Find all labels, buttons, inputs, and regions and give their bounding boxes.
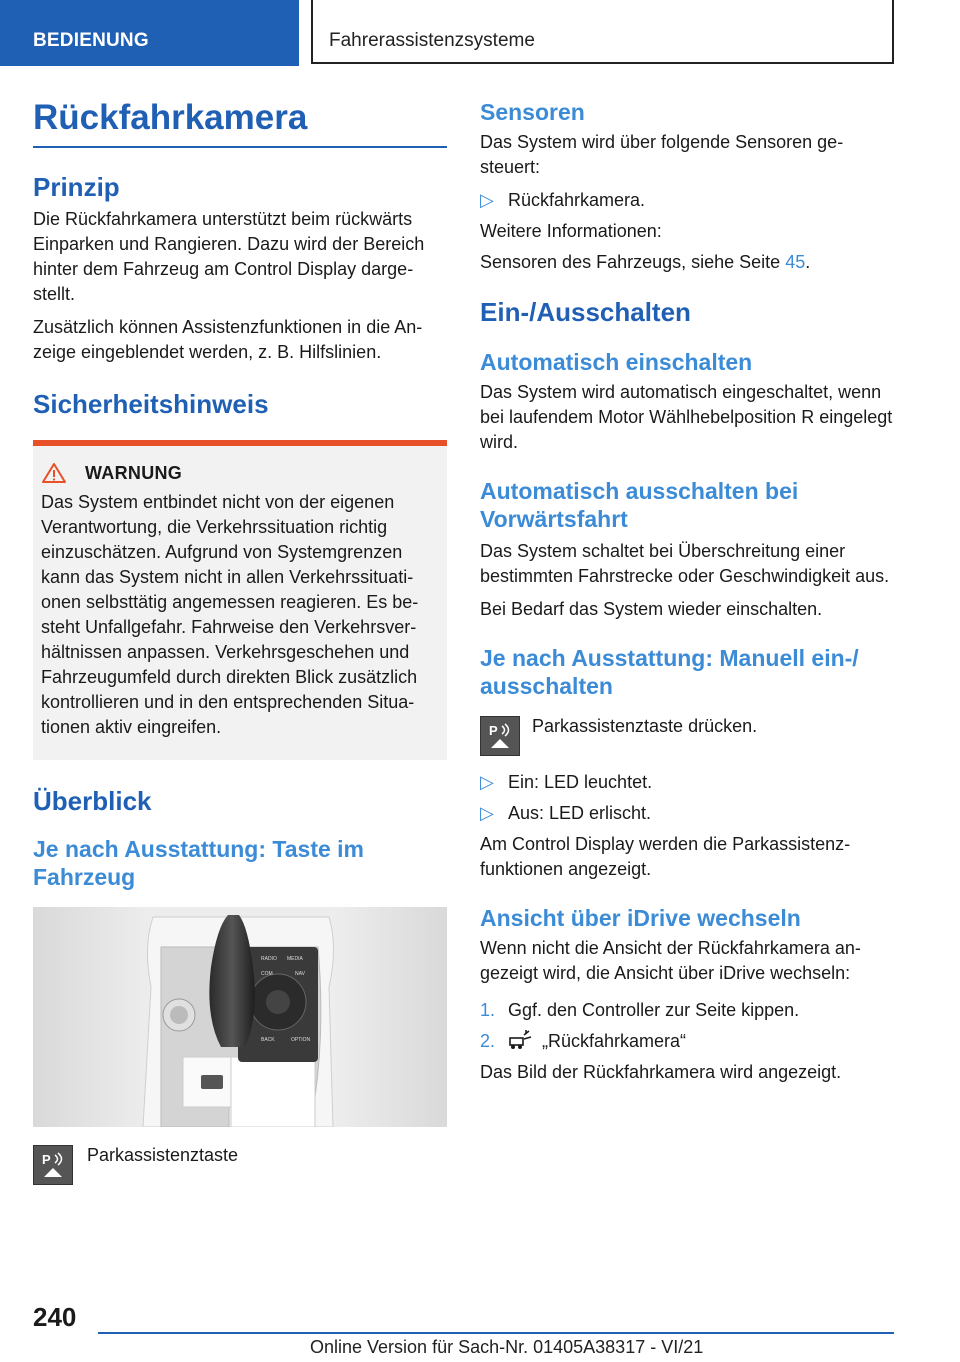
manuell-paragraph: Parkassistenztaste drücken. xyxy=(532,716,758,736)
svg-text:P: P xyxy=(489,723,498,738)
item-aus: Aus: LED erlischt. xyxy=(508,803,652,823)
sensoren-paragraph: Das System wird über folgende Sensoren gesteuert: xyxy=(480,132,844,177)
page-link-45[interactable]: 45 xyxy=(785,252,806,272)
prinzip-paragraph-2: Zusätzlich können Assistenzfunktionen in die Anzeige eingeblendet werden, z. B. Hilfslinien. xyxy=(33,317,423,362)
heading-taste-im-fahrzeug: Je nach Ausstattung: Taste im Fahrzeug xyxy=(33,836,365,890)
bullet-arrow-icon: ▷ xyxy=(480,190,494,210)
list-item xyxy=(480,998,894,1023)
auto-ein-paragraph: Das System wird automatisch eingeschaltet, wenn bei laufendem Motor Wählhebelposition R eingelegt wird. xyxy=(480,382,893,452)
page-number: 240 xyxy=(33,1302,77,1332)
gear-selector-photo xyxy=(33,907,447,1127)
sensoren-item: Rückfahrkamera. xyxy=(508,190,646,210)
header-section-label: BEDIENUNG xyxy=(33,30,149,51)
manuell-paragraph-2: Am Control Display werden die Parkassistenzfunktionen angezeigt. xyxy=(480,834,851,879)
heading-manuell-ein-ausschalten: Je nach Ausstattung: Manuell ein-/ ausschalten xyxy=(480,645,859,699)
auto-aus-paragraph-1: Das System schaltet bei Überschreitung einer bestimmten Fahrstrecke oder Geschwindigkeit aus. xyxy=(480,541,890,586)
list-item xyxy=(480,770,894,795)
list-item xyxy=(480,188,894,213)
heading-sensoren: Sensoren xyxy=(480,99,585,125)
manuell-row xyxy=(480,716,894,756)
warning-box xyxy=(33,440,447,760)
sensoren-reference xyxy=(480,250,894,275)
warning-text: Das System entbindet nicht von der eigenen Verantwortung, die Verkehrssituation richtig einzuschätzen. Aufgrund von Systemgrenzen kann das System nicht in allen Verkehrssituationen selbsttätig angemessen reagieren. Es besteht Unfallgefahr. Fahrweise den Verkehrsverhältnissen anpassen. Verkehrsgeschehen und Fahrzeugumfeld durch direkten Blick zusätzlich kontrollieren und in den entsprechenden Situationen aktiv eingreifen. xyxy=(41,492,419,737)
sensoren-reference-end: . xyxy=(805,252,811,272)
park-assist-icon xyxy=(33,1145,73,1185)
header-section-tab xyxy=(0,0,299,66)
list-item xyxy=(480,801,894,826)
photo-button-option: OPTION xyxy=(291,1037,311,1043)
ansicht-paragraph: Wenn nicht die Ansicht der Rückfahrkamera angezeigt wird, die Ansicht über iDrive wechseln: xyxy=(480,938,861,983)
bullet-arrow-icon: ▷ xyxy=(480,772,494,792)
heading-sicherheitshinweis: Sicherheitshinweis xyxy=(33,389,269,419)
gear-selector-illustration xyxy=(33,907,447,1127)
sensoren-reference-text: Sensoren des Fahrzeugs, siehe Seite xyxy=(480,252,786,272)
heading-automatisch-einschalten: Automatisch einschalten xyxy=(480,349,753,375)
warning-header xyxy=(41,462,439,484)
auto-aus-paragraph-2: Bei Bedarf das System wieder einschalten. xyxy=(480,599,823,619)
footer-divider xyxy=(98,1332,894,1334)
page-title: Rückfahrkamera xyxy=(33,98,447,148)
header-chapter-label: Fahrerassistenzsysteme xyxy=(329,30,535,51)
photo-button-com: COM xyxy=(261,971,273,977)
ansicht-end-paragraph: Das Bild der Rückfahrkamera wird angezeigt. xyxy=(480,1062,842,1082)
step-number: 1. xyxy=(480,1000,496,1020)
heading-prinzip: Prinzip xyxy=(33,172,120,202)
photo-button-nav: NAV xyxy=(295,971,305,977)
footer-version-text: Online Version für Sach-Nr. 01405A38317 - VI/21 xyxy=(310,1337,704,1357)
item-ein: Ein: LED leuchtet. xyxy=(508,772,653,792)
photo-button-radio: RADIO xyxy=(261,956,277,962)
photo-caption: Parkassistenztaste xyxy=(87,1145,239,1165)
photo-button-media: MEDIA xyxy=(287,956,303,962)
list-item xyxy=(480,1029,894,1054)
heading-ueberblick: Überblick xyxy=(33,786,152,816)
warning-label: WARNUNG xyxy=(85,462,183,483)
warning-triangle-icon xyxy=(41,462,67,484)
bullet-arrow-icon: ▷ xyxy=(480,803,494,823)
heading-automatisch-ausschalten: Automatisch ausschalten bei Vorwärtsfahrt xyxy=(480,478,799,532)
photo-button-back: BACK xyxy=(261,1037,275,1043)
park-assist-icon xyxy=(480,716,520,756)
weitere-informationen: Weitere Informationen: xyxy=(480,221,662,241)
heading-ein-ausschalten: Ein-/Ausschalten xyxy=(480,297,691,327)
prinzip-paragraph-1: Die Rückfahrkamera unterstützt beim rückwärts Einparken und Rangieren. Dazu wird der Bereich hinter dem Fahrzeug am Control Display dargestellt. xyxy=(33,209,425,304)
caption-row xyxy=(33,1145,447,1185)
step-number: 2. xyxy=(480,1031,496,1051)
svg-text:P: P xyxy=(42,1152,51,1167)
right-column xyxy=(480,98,894,1085)
left-column xyxy=(33,98,447,1185)
step-1-text: Ggf. den Controller zur Seite kippen. xyxy=(508,1000,800,1020)
rear-camera-icon xyxy=(508,1029,534,1051)
step-2-text: „Rückfahrkamera“ xyxy=(542,1031,687,1051)
heading-ansicht-idrive: Ansicht über iDrive wechseln xyxy=(480,905,801,931)
header-chapter-box xyxy=(311,0,894,64)
